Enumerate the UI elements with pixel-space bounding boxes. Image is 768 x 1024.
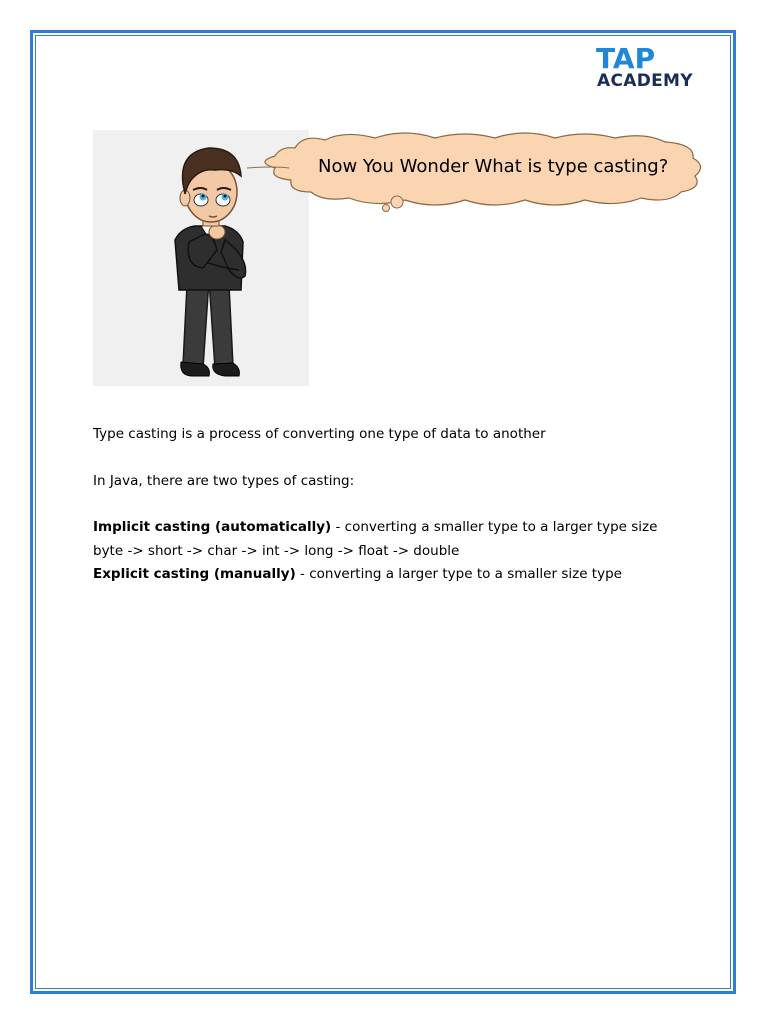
explicit-casting-title: Explicit casting (manually) [93, 566, 296, 582]
widening-order-text: byte -> short -> char -> int -> long -> float -> double [93, 543, 460, 559]
implicit-casting-title: Implicit casting (automatically) [93, 519, 332, 535]
tap-academy-logo [595, 42, 705, 94]
definition-text: Type casting is a process of converting one type of data to another [93, 426, 546, 442]
logo-line-academy: ACADEMY [597, 71, 693, 91]
thought-bubble-text: Now You Wonder What is type casting? [318, 156, 669, 177]
implicit-casting-description: - converting a smaller type to a larger type size [331, 519, 658, 535]
explicit-casting-line [93, 565, 622, 583]
logo-line-tap: TAP [596, 42, 656, 75]
intro-text: In Java, there are two types of casting: [93, 473, 355, 489]
explicit-casting-description: - converting a larger type to a smaller size type [295, 566, 622, 582]
implicit-casting-line [93, 518, 657, 536]
